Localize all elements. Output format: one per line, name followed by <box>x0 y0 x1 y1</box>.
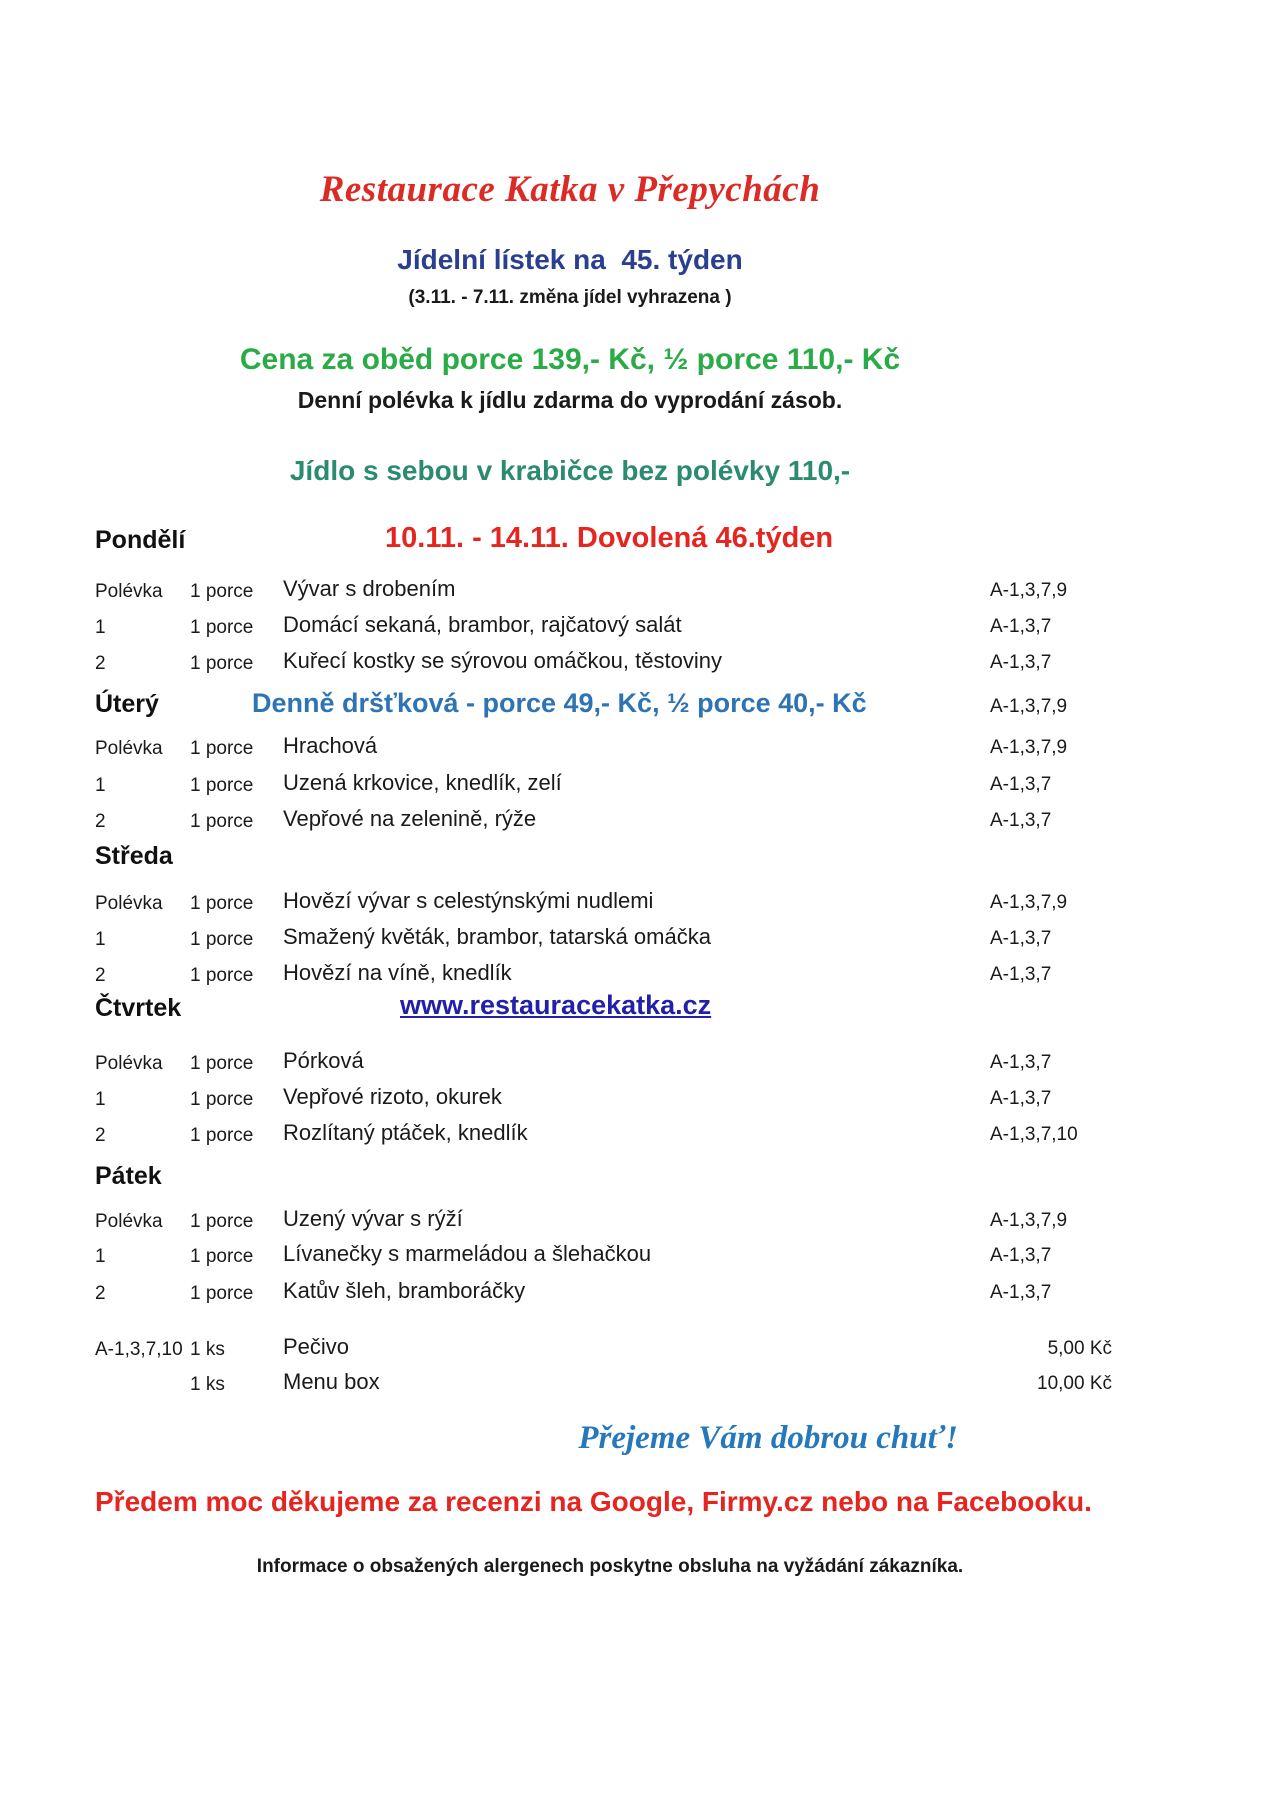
course-label: 2 <box>95 653 106 674</box>
menu-row <box>0 770 1280 802</box>
qty-label: 1 porce <box>190 965 254 986</box>
change-note: (3.11. - 7.11. změna jídel vyhrazena ) <box>408 287 732 308</box>
dish-name: Uzený vývar s rýží <box>283 1206 463 1231</box>
qty-label: 1 porce <box>190 1211 254 1232</box>
dish-name: Hrachová <box>283 733 378 758</box>
free-soup-note: Denní polévka k jídlu zdarma do vyprodání zásob. <box>297 387 843 413</box>
course-label: Polévka <box>95 893 163 914</box>
extra-name: Menu box <box>283 1369 380 1394</box>
qty-label: 1 porce <box>190 893 254 914</box>
allergen-code: A-1,3,7,10 <box>990 1124 1078 1145</box>
qty-label: 1 porce <box>190 775 254 796</box>
dish-name: Smažený květák, brambor, tatarská omáčka <box>283 924 711 949</box>
day-header-tuesday <box>0 686 1280 718</box>
allergen-info-note: Informace o obsažených alergenech poskytne obsluha na vyžádání zákazníka. <box>256 1556 964 1577</box>
dish-name: Vývar s drobením <box>283 576 456 601</box>
course-label: 1 <box>95 775 106 796</box>
course-label: 1 <box>95 1246 106 1267</box>
course-label: 1 <box>95 929 106 950</box>
vacation-note: 10.11. - 14.11. Dovolená 46.týden <box>385 522 834 554</box>
dish-name: Hovězí vývar s celestýnskými nudlemi <box>283 888 654 913</box>
day-name: Čtvrtek <box>95 994 182 1022</box>
menu-row <box>0 1241 1280 1273</box>
course-label: 2 <box>95 1283 106 1304</box>
dish-name: Uzená krkovice, knedlík, zelí <box>283 770 562 795</box>
allergen-code: A-1,3,7 <box>990 774 1052 795</box>
menu-row <box>0 1278 1280 1310</box>
qty-label: 1 porce <box>190 653 254 674</box>
restaurant-title: Restaurace Katka v Přepychách <box>319 169 821 210</box>
allergen-code: A-1,3,7 <box>990 1245 1052 1266</box>
website-link[interactable]: www.restauracekatka.cz <box>400 990 712 1020</box>
day-name: Pondělí <box>95 526 186 554</box>
allergen-code: A-1,3,7,9 <box>990 892 1068 913</box>
allergen-code: A-1,3,7,9 <box>990 696 1068 717</box>
dish-name: Katův šleh, bramboráčky <box>283 1278 526 1303</box>
course-label: 2 <box>95 965 106 986</box>
qty-label: 1 porce <box>190 1246 254 1267</box>
dish-name: Vepřové na zelenině, rýže <box>283 806 537 831</box>
allergen-code: A-1,3,7,10 <box>95 1339 183 1360</box>
bon-appetit-wish: Přejeme Vám dobrou chuť! <box>578 1420 958 1456</box>
dish-name: Pórková <box>283 1048 364 1073</box>
qty-label: 1 ks <box>190 1374 225 1395</box>
menu-row <box>0 806 1280 838</box>
course-label: Polévka <box>95 738 163 759</box>
qty-label: 1 porce <box>190 617 254 638</box>
qty-label: 1 porce <box>190 738 254 759</box>
extra-row-pecivo <box>0 1334 1280 1366</box>
allergen-code: A-1,3,7 <box>990 1282 1052 1303</box>
qty-label: 1 porce <box>190 1089 254 1110</box>
allergen-code: A-1,3,7,9 <box>990 1210 1068 1231</box>
menu-row <box>0 1120 1280 1152</box>
qty-label: 1 ks <box>190 1339 225 1360</box>
allergen-code: A-1,3,7 <box>990 964 1052 985</box>
menu-week-subtitle: Jídelní lístek na 45. týden <box>397 244 743 275</box>
day-name: Středa <box>95 842 173 870</box>
menu-row <box>0 648 1280 680</box>
price-value: 10,00 Kč <box>1037 1373 1112 1394</box>
price-value: 5,00 Kč <box>1047 1338 1112 1359</box>
review-request: Předem moc děkujeme za recenzi na Google, Firmy.cz nebo na Facebooku. <box>95 1486 1092 1517</box>
menu-row <box>0 1048 1280 1080</box>
menu-row <box>0 1206 1280 1238</box>
dish-name: Kuřecí kostky se sýrovou omáčkou, těstoviny <box>283 648 722 673</box>
menu-row <box>0 888 1280 920</box>
menu-row <box>0 576 1280 608</box>
day-header-wednesday <box>0 838 1280 870</box>
dish-name: Lívanečky s marmeládou a šlehačkou <box>283 1241 652 1266</box>
qty-label: 1 porce <box>190 811 254 832</box>
allergen-code: A-1,3,7 <box>990 616 1052 637</box>
allergen-code: A-1,3,7 <box>990 928 1052 949</box>
takeaway-price-line: Jídlo s sebou v krabičce bez polévky 110,- <box>289 455 851 486</box>
day-header-monday <box>0 522 1280 554</box>
course-label: 2 <box>95 1125 106 1146</box>
course-label: Polévka <box>95 1211 163 1232</box>
qty-label: 1 porce <box>190 1125 254 1146</box>
allergen-code: A-1,3,7 <box>990 1088 1052 1109</box>
dish-name: Rozlítaný ptáček, knedlík <box>283 1120 528 1145</box>
course-label: 1 <box>95 617 106 638</box>
course-label: Polévka <box>95 581 163 602</box>
lunch-price-line: Cena za oběd porce 139,- Kč, ½ porce 110,- Kč <box>239 343 901 376</box>
extra-name: Pečivo <box>283 1334 350 1359</box>
qty-label: 1 porce <box>190 1053 254 1074</box>
day-header-thursday <box>0 990 1280 1022</box>
menu-row <box>0 612 1280 644</box>
dish-name: Vepřové rizoto, okurek <box>283 1084 502 1109</box>
dish-name: Hovězí na víně, knedlík <box>283 960 512 985</box>
allergen-code: A-1,3,7,9 <box>990 737 1068 758</box>
course-label: 1 <box>95 1089 106 1110</box>
menu-row <box>0 960 1280 992</box>
course-label: Polévka <box>95 1053 163 1074</box>
day-header-friday <box>0 1158 1280 1190</box>
allergen-code: A-1,3,7 <box>990 652 1052 673</box>
extra-row-menubox <box>0 1369 1280 1401</box>
day-name: Úterý <box>95 690 159 718</box>
dish-name: Domácí sekaná, brambor, rajčatový salát <box>283 612 682 637</box>
qty-label: 1 porce <box>190 581 254 602</box>
allergen-code: A-1,3,7 <box>990 1052 1052 1073</box>
menu-row <box>0 1084 1280 1116</box>
qty-label: 1 porce <box>190 929 254 950</box>
menu-row <box>0 733 1280 765</box>
qty-label: 1 porce <box>190 1283 254 1304</box>
allergen-code: A-1,3,7,9 <box>990 580 1068 601</box>
daily-special-note: Denně dršťková - porce 49,- Kč, ½ porce 40,- Kč <box>252 688 867 718</box>
day-name: Pátek <box>95 1162 162 1190</box>
allergen-code: A-1,3,7 <box>990 810 1052 831</box>
menu-row <box>0 924 1280 956</box>
course-label: 2 <box>95 811 106 832</box>
